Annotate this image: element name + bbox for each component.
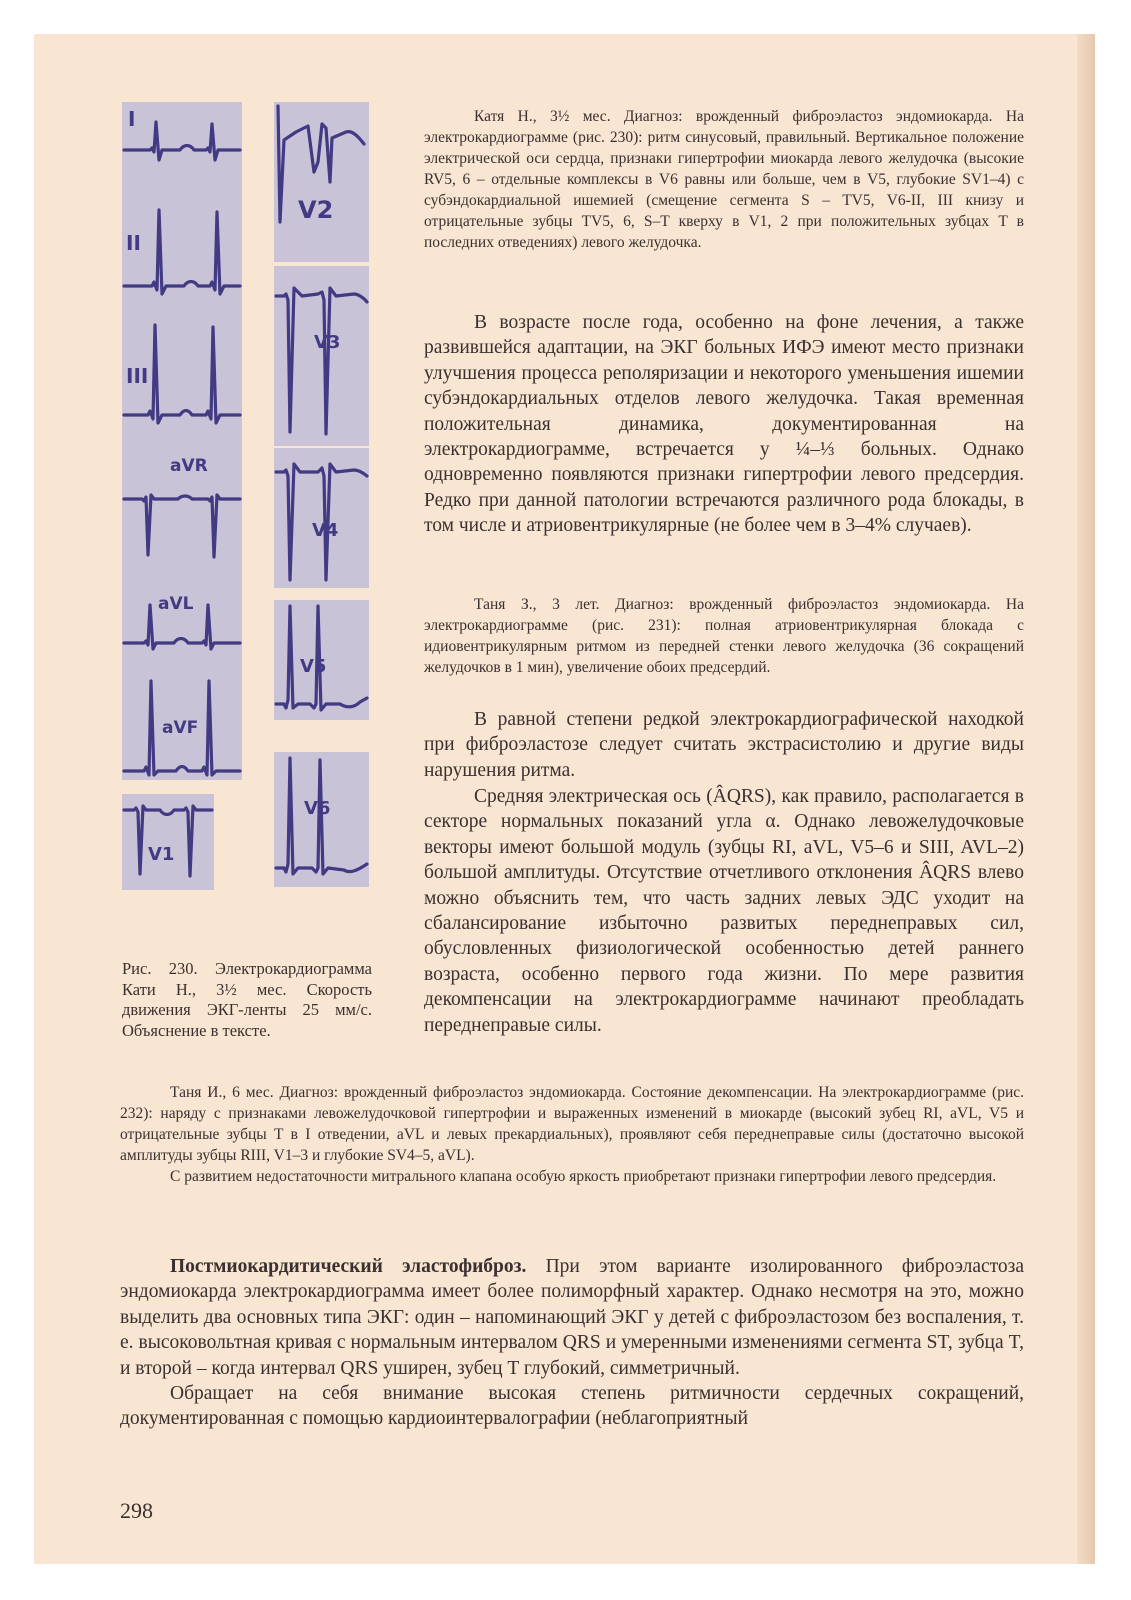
ecg-lead-V6: [274, 752, 369, 887]
ecg-lead-V5: [274, 600, 369, 720]
paragraph-arrhythmia: В равной степени редкой электрокардиографической находкой при фиброэластозе следует считать экстрасистолию и другие виды нарушения ритма.: [424, 709, 1024, 781]
lead-label: V2: [298, 196, 334, 224]
ecg-lead-V2: [274, 102, 369, 262]
page-edge-shadow: [1077, 34, 1095, 1564]
ecg-lead-II: [122, 200, 242, 305]
ecg-lead-I: [122, 102, 242, 200]
book-page: [34, 34, 1095, 1564]
ecg-lead-aVL: [122, 575, 242, 675]
page-number: 298: [120, 1498, 153, 1523]
paragraph-after-year: В возрасте после года, особенно на фоне лечения, а также развившейся адаптации, на ЭКГ больных ИФЭ имеют место признаки улучшения процесса реполяризации и некоторого уменьшения ишемии субэндокардиальных отделов левого желудочка. Такая временная положительная динамика, документированная на электрокардиограмме, встречается у ¼–⅓ больных. Однако одновременно появляются признаки гипертрофии левого предсердия. Редко при данной патологии встречаются различного рода блокады, в том числе и атриовентрикулярные (не более чем в 3–4% случаев).: [424, 312, 1024, 537]
ecg-lead-aVF: [122, 675, 242, 780]
figure-caption: Рис. 230. Электрокардиограмма Кати Н., 3½ мес. Скорость движения ЭКГ-ленты 25 мм/с. Объяснение в тексте.: [122, 959, 372, 1040]
lead-label: III: [126, 364, 149, 388]
lead-label: I: [128, 107, 136, 131]
lead-label: aVF: [162, 718, 199, 738]
lead-label: V4: [312, 520, 339, 541]
case-tanya-z: Таня З., 3 лет. Диагноз: врожденный фиброэластоз эндомиокарда. На электрокардиограмме (рис. 231): полная атриовентрикулярная блокада с идиовентрикулярным ритмом из передней стенки левого желудочка (36 сокращений желудочков в 1 мин), увеличение обоих предсердий.: [424, 596, 1024, 676]
ecg-lead-aVR: [122, 435, 242, 575]
case-tanya-i: Таня И., 6 мес. Диагноз: врожденный фиброэластоз эндомиокарда. Состояние декомпенсации. На электрокардиограмме (рис. 232): наряду с признаками левожелудочковой гипертрофии и выраженных изменений в миокарде (высокий зубец RI, aVL, V5 и отрицательные зубцы T в I отведении, aVL и левых прекардиальных), проявляют себя переднеправые силы (достаточно высокой амплитуды зубцы RIII, V1–3 и глубокие SV4–5, aVL). С развитием недостаточности митрального клапана особую яркость приобретают признаки гипертрофии левого предсердия.: [120, 1084, 1024, 1185]
ecg-lead-V1: [122, 794, 214, 890]
section-heading: Постмиокардитический эластофиброз.: [170, 1256, 527, 1277]
case-katya: Катя Н., 3½ мес. Диагноз: врожденный фиброэластоз эндомиокарда. На электрокардиограмме (рис. 230): ритм синусовый, правильный. Вертикальное положение электрической оси сердца, признаки гипертрофии миокарда левого желудочка (высокие RV5, 6 – отдельные комплексы в V6 равны или больше, чем в V5, глубокие SV1–4) с субэндокардиальной ишемией (смещение сегмента S – TV5, V6-II, III книзу и отрицательные зубцы TV5, 6, S–T кверху в V1, 2 при положительных зубцах T в последних отведениях) левого желудочка.: [424, 108, 1024, 251]
ecg-lead-V3: [274, 266, 369, 446]
lead-label: aVR: [170, 456, 208, 476]
lead-label: V3: [314, 332, 341, 353]
ecg-lead-V4: [274, 448, 369, 588]
lead-label: V5: [300, 656, 327, 677]
lead-label: V1: [148, 844, 175, 865]
ecg-lead-III: [122, 305, 242, 435]
lead-label: II: [126, 231, 141, 255]
lead-label: V6: [304, 798, 331, 819]
section-postmyocarditic: Постмиокардитический эластофиброз. При этом варианте изолированного фиброэластоза эндомиокарда электрокардиограмма имеет более полиморфный характер. Однако несмотря на это, можно выделить два основных типа ЭКГ: один – напоминающий ЭКГ у детей с фиброэластозом без воспаления, т. е. высоковольтная кривая с нормальным интервалом QRS и умеренными изменениями сегмента ST, зубца T, и второй – когда интервал QRS уширен, зубец T глубокий, симметричный. Обращает на себя внимание высокая степень ритмичности сердечных сокращений, документированная с помощью кардиоинтервалографии (неблагоприятный: [120, 1256, 1025, 1430]
lead-label: aVL: [158, 594, 194, 614]
paragraph-electric-axis: Средняя электрическая ось (ÂQRS), как правило, располагается в секторе нормальных показаний угла α. Однако левожелудочковые векторы имеют большой модуль (зубцы RI, aVL, V5–6 и SIII, AVL–2) большой амплитуды. Отсутствие отчетливого отклонения ÂQRS влево можно объяснить тем, что часть задних левых ЭДС уходит на сбалансирование избыточно развитых переднеправых сил, обусловленных физиологической особенностью детей раннего возраста, особенно первого года жизни. По мере развития декомпенсации на электрокардиограмме начинают преобладать переднеправые силы.: [424, 786, 1024, 1036]
